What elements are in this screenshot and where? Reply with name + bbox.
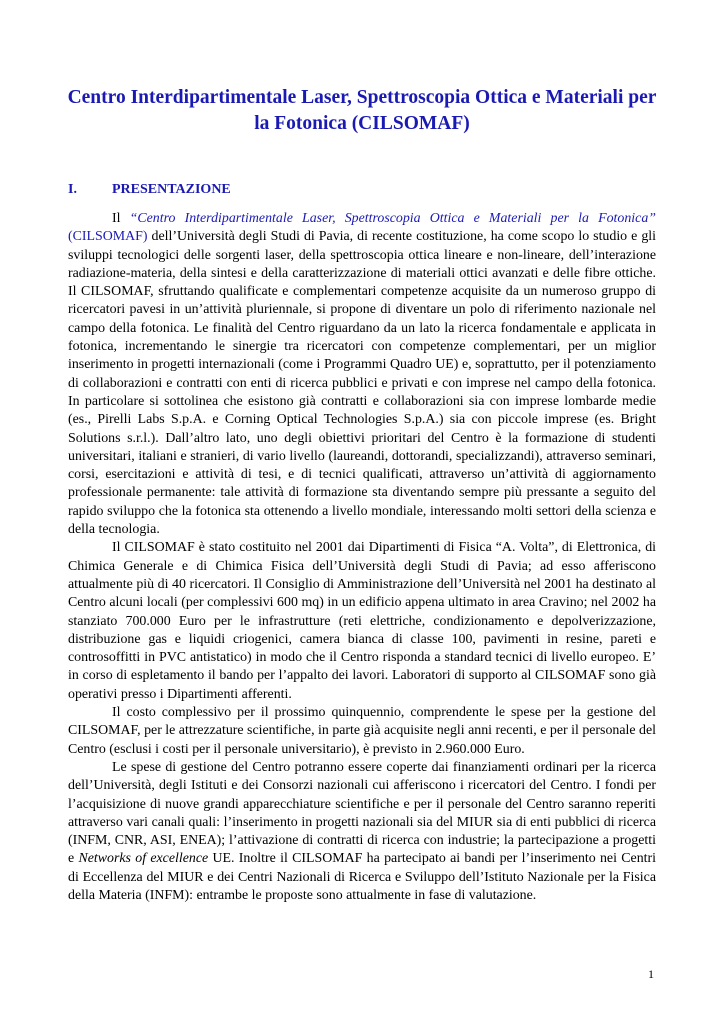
emphasis-text: Networks of excellence (78, 851, 209, 867)
section-number: I. (68, 182, 77, 197)
paragraph-text: UE. Inoltre il CILSOMAF ha partecipato ai bandi per l’inserimento nei Centri di Eccellenza del MIUR e dei Centri Nazionali di Ricerca e Sviluppo dell’Istituto Nazionale per la Fisica della Materia (INFM): entrambe le proposte sono attualmente in fase di valutazione. (68, 851, 656, 903)
paragraph-intro (68, 210, 656, 539)
document-title: Centro Interdipartimentale Laser, Spettroscopia Ottica e Materiali per la Fotonica (CILSOMAF) (67, 87, 657, 134)
section-heading (68, 181, 231, 199)
page-number: 1 (648, 967, 654, 981)
paragraph-text: dell’Università degli Studi di Pavia, di recente costituzione, ha come scopo lo studio e gli sviluppi tecnologici delle sorgenti laser, della spettroscopia ottica lineare e non-lineare, dell’interazione radiazione-materia, della sintesi e della caratterizzazione di materiali ottici avanzati e delle fibre ottiche. Il CILSOMAF, sfruttando qualificate e complementari competenze acquisite da un numeroso gruppo di ricercatori pavesi in un’attività pluriennale, si propone di diventare un polo di riferimento nazionale nel campo della fotonica. Le finalità del Centro riguardano da un lato la ricerca fondamentale e applicata in fotonica, incrementando le sinergie tra ricercatori con competenze complementari, per un miglior inserimento in progetti internazionali (come i Programmi Quadro UE) e, soprattutto, per il potenziamento di collaborazioni e contratti con enti di ricerca pubblici e privati e con imprese nel campo della fotonica. In particolare si sottolinea che esistono già contratti e collaborazioni sia con imprese lombarde medie (es., Pirelli Labs S.p.A. e Corning Optical Technologies S.p.A.) sia con piccole imprese (es. Bright Solutions s.r.l.). Dall’altro lato, uno degli obiettivi prioritari del Centro è la formazione di studenti universitari, italiani e stranieri, di vario livello (laureandi, dottorandi, specializzandi), attraverso seminari, corsi, esercitazioni e attività di tesi, e di tecnici qualificati, attraverso un’attività di aggiornamento professionale permanente: tale attività di formazione sta diventando sempre più pressante a seguito del rapido sviluppo che la fotonica sta ottenendo a livello mondiale, interessando molti settori della scienza e della tecnologia. (68, 229, 656, 538)
centre-acronym: (CILSOMAF) (68, 229, 148, 245)
paragraph-history: Il CILSOMAF è stato costituito nel 2001 dai Dipartimenti di Fisica “A. Volta”, di Elettronica, di Chimica Generale e di Chimica Fisica dell’Università degli Studi di Pavia; ad esso afferiscono attualmente più di 40 ricercatori. Il Consiglio di Amministrazione dell’Università nel 2001 ha destinato al Centro alcuni locali (per complessivi 600 mq) in un edificio appena ultimato in area Cravino; nel 2002 ha stanziato 700.000 Euro per le infrastrutture (reti elettriche, condizionamento e depolverizzazione, distribuzione gas e liquidi criogenici, camera bianca di classe 100, pavimenti in resine, pareti e controsoffitti in PVC antistatico) in modo che il Centro risponda a standard tecnici di livello europeo. E’ in corso di espletamento il bando per l’appalto dei lavori. Laboratori di supporto al CILSOMAF sono già operativi presso i Dipartimenti afferenti. (68, 540, 656, 702)
paragraph-funding (68, 759, 656, 905)
section-heading-text: PRESENTAZIONE (112, 182, 231, 197)
paragraph-costs: Il costo complessivo per il prossimo quinquennio, comprendente le spese per la gestione del CILSOMAF, per le attrezzature scientifiche, in parte già acquisite negli anni recenti, e per il personale del Centro (esclusi i costi per il personale universitario), è previsto in 2.960.000 Euro. (68, 705, 656, 757)
centre-full-name: “Centro Interdipartimentale Laser, Spettroscopia Ottica e Materiali per la Fotonica” (129, 211, 656, 226)
paragraph-text: Le spese di gestione del Centro potranno essere coperte dai finanziamenti ordinari per la ricerca dell’Università, degli Istituti e dei Consorzi nazionali cui afferiscono i ricercatori del Centro. I fondi per l’acquisizione di nuove grandi apparecchiature scientifiche e per il personale del Centro saranno reperiti attraverso vari canali quali: l’inserimento in progetti nazionali sia del MIUR sia di enti pubblici di ricerca (INFM, CNR, ASI, ENEA); l’attivazione di contratti di ricerca con industrie; la partecipazione a progetti e (68, 759, 656, 867)
body-text (68, 210, 656, 905)
paragraph-lead: Il (112, 211, 130, 226)
